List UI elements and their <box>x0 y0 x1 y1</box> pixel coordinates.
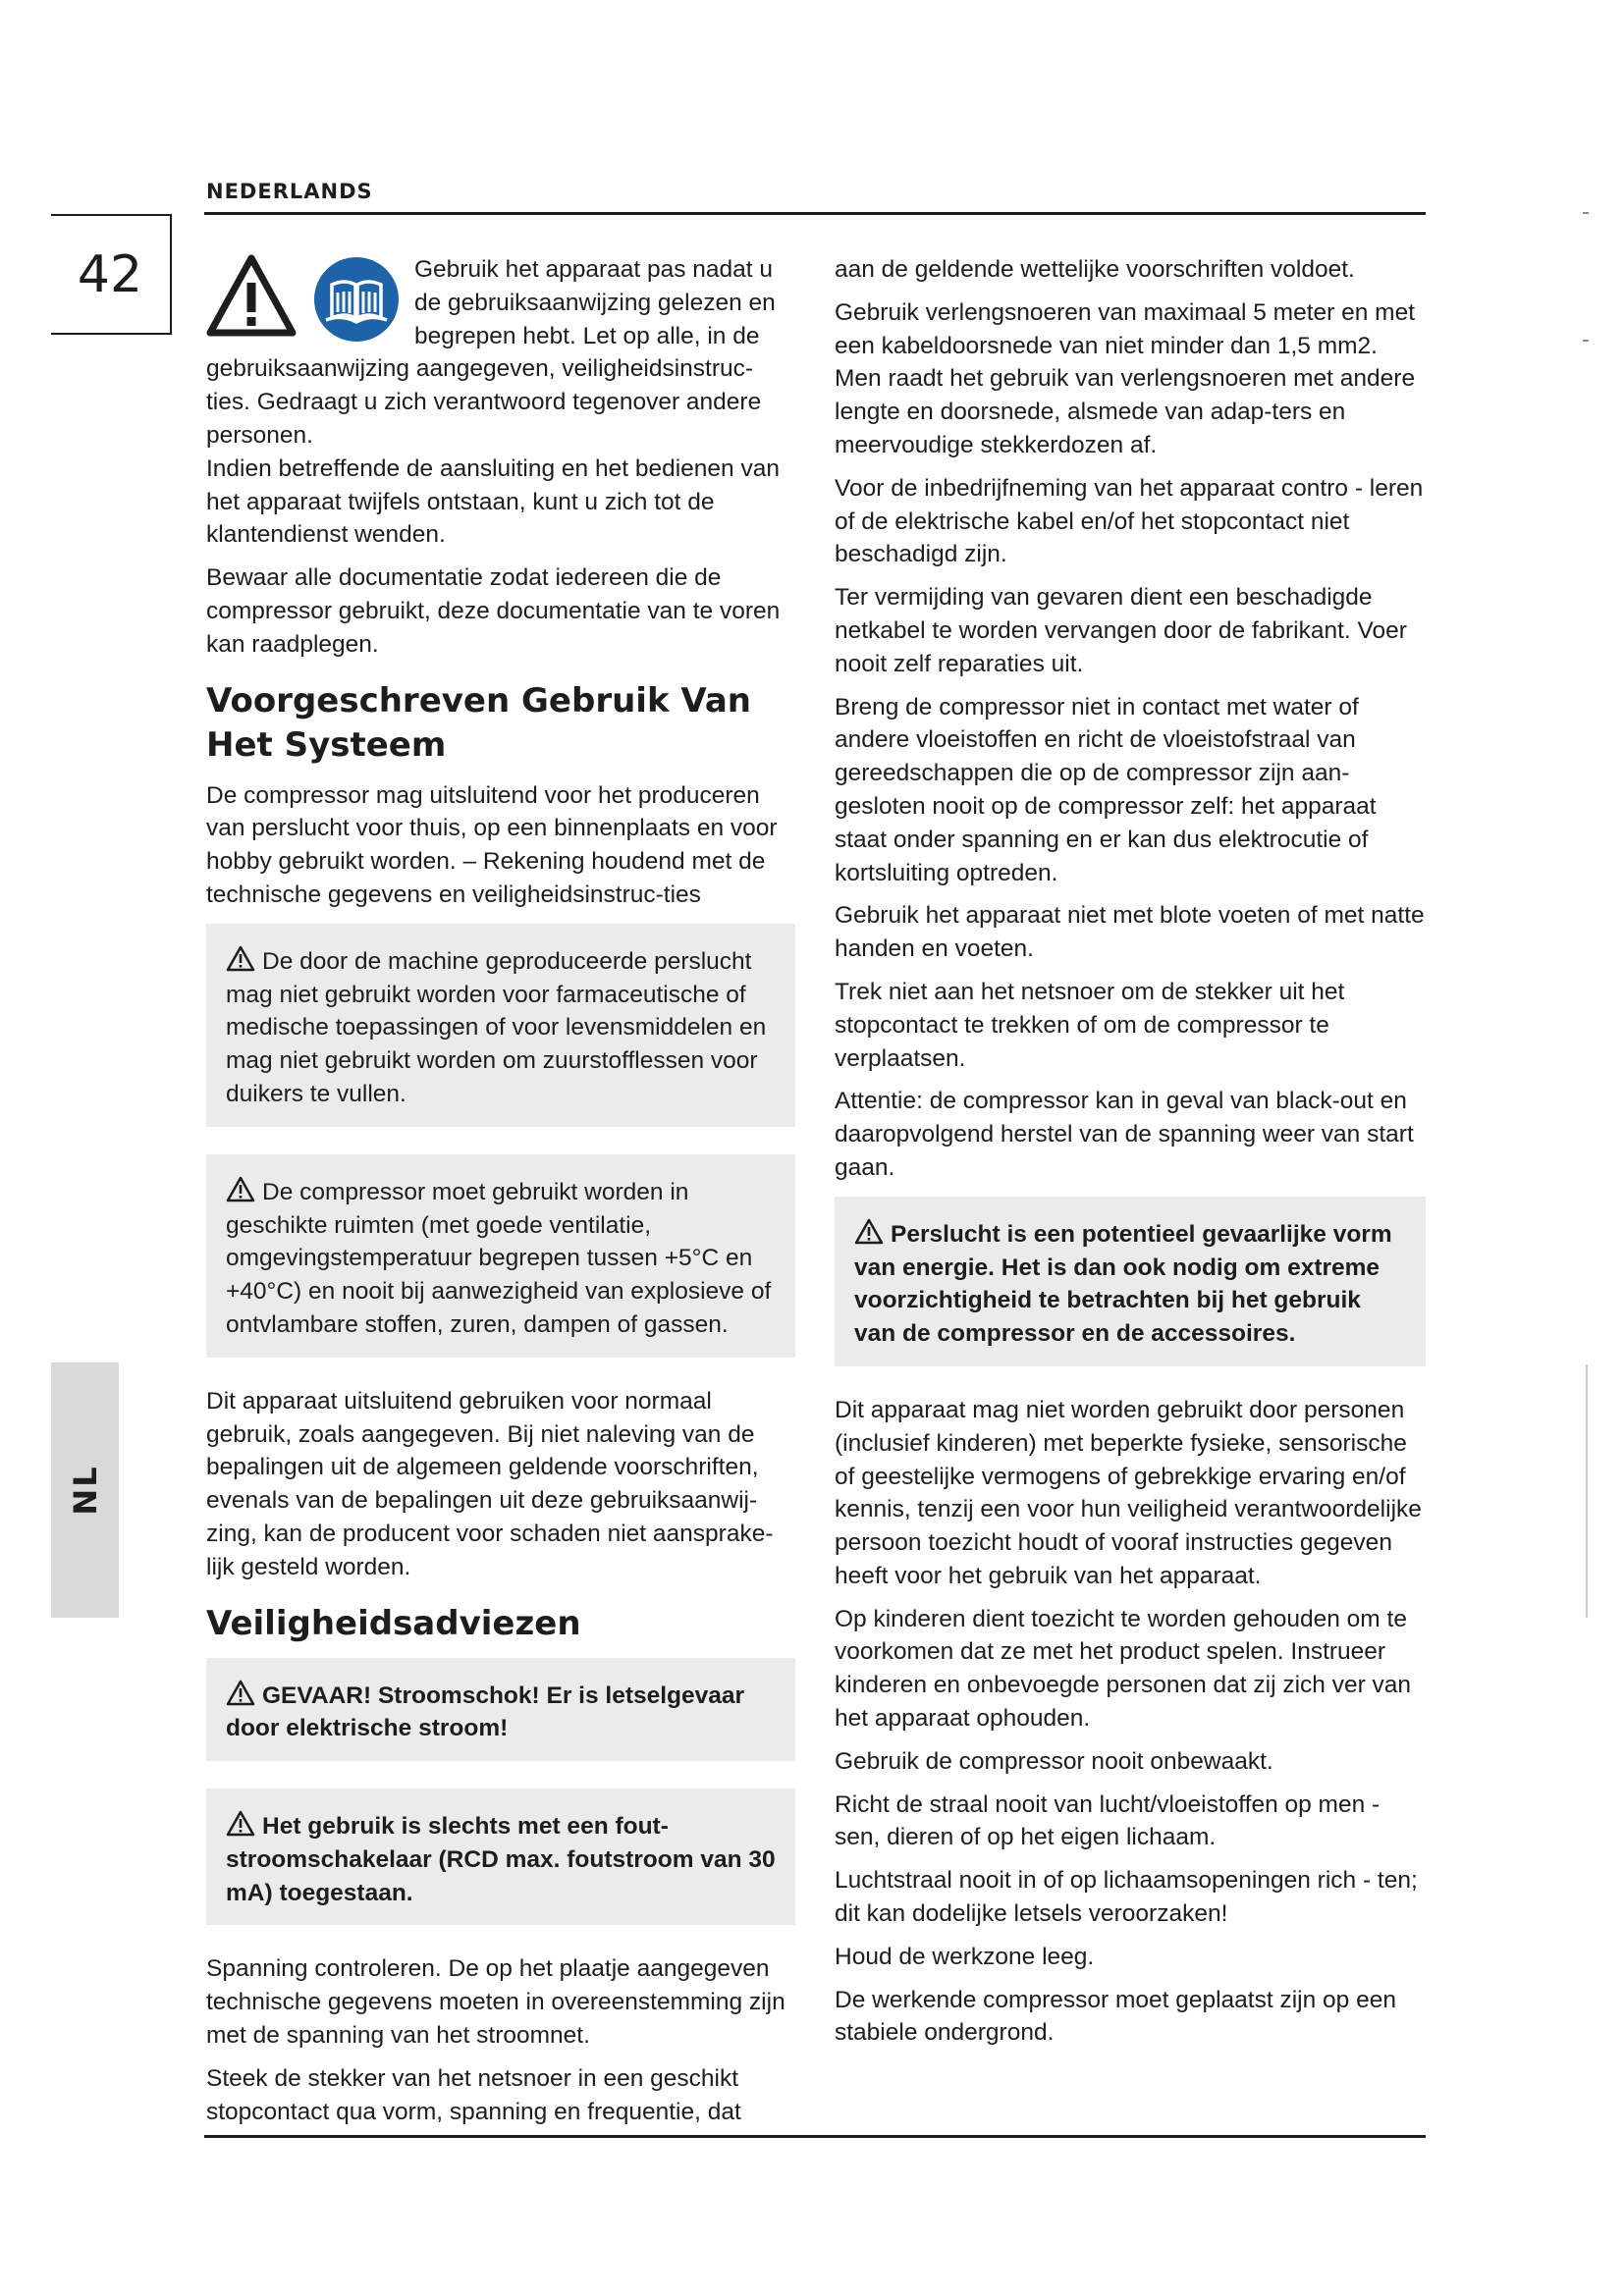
page-number-box <box>51 214 172 335</box>
paragraph: Gebruik verlengsnoeren van maximaal 5 meter en met een kabeldoorsnede van niet minder dan 1,5 mm2. Men raadt het gebruik van verlengsnoeren met andere lengte en doorsnede, alsmede van adap-ters en meervoudige stekkerdozen af. <box>835 298 1416 458</box>
warning-box <box>206 924 795 1127</box>
paragraph: Gebruik de compressor nooit onbewaakt. <box>835 1747 1273 1775</box>
page-number: 42 <box>77 245 143 304</box>
language-side-tab-label: NL <box>66 1465 104 1516</box>
paragraph: Gebruik het apparaat niet met blote voeten of met natte handen en voeten. <box>835 902 1425 963</box>
paragraph: Indien betreffende de aansluiting en het bedienen van het apparaat twijfels ontstaan, kunt u zich tot de klantendienst wenden. <box>206 454 780 549</box>
paragraph: Op kinderen dient toezicht te worden gehouden om te voorkomen dat ze met het product spelen. Instrueer kinderen en onbevoegde personen dat zij zich ver van het apparaat ophouden. <box>835 1605 1412 1733</box>
section-heading: Voorgeschreven Gebruik Van Het Systeem <box>206 680 752 765</box>
warning-icon <box>226 1176 255 1202</box>
warning-box <box>206 1154 795 1358</box>
language-side-tab <box>51 1362 119 1618</box>
warning-text: De door de machine geproduceerde perslucht mag niet gebruikt worden voor farmaceutische of medische toepassingen of voor levensmiddelen en mag niet gebruikt worden om zuurstofflessen voor duikers te vullen. <box>226 947 767 1107</box>
paragraph: Bewaar alle documentatie zodat iedereen die de compressor gebruikt, deze documentatie van te voren kan raadplegen. <box>206 564 781 658</box>
warning-icon <box>226 1810 255 1837</box>
paragraph: Breng de compressor niet in contact met water of andere vloeistoffen en richt de vloeistofstraal van gereedschappen die op de compressor zijn aan-gesloten nooit op de compressor zelf: het apparaat staat onder spanning en er kan dus elektrocutie of kortsluiting optreden. <box>835 693 1377 886</box>
intro-paragraph: Gebruik het apparaat pas nadat u de gebruiksaanwijzing gelezen en begrepen hebt. Let op alle, in de gebruiksaanwijzing aangegeven, veiligheidsinstruc-ties. Gedraagt u zich verantwoord tegenover andere personen. <box>206 256 776 449</box>
paragraph: De compressor mag uitsluitend voor het produceren van perslucht voor thuis, op een binnenplaats en voor hobby gebruikt worden. – Rekening houdend met de technische gegevens en veiligheidsinstruc-ties <box>206 781 778 908</box>
danger-box <box>206 1789 795 1925</box>
warning-box <box>835 1197 1426 1366</box>
warning-triangle-icon <box>206 253 297 338</box>
paragraph: Dit apparaat uitsluitend gebruiken voor normaal gebruik, zoals aangegeven. Bij niet naleving van de bepalingen uit de algemeen geldende voorschriften, evenals van de bepalingen uit deze gebruiksaanwij-zing, kan de producent voor schaden niet aansprake-lijk gesteld worden. <box>206 1387 774 1580</box>
warning-icon <box>854 1218 884 1245</box>
danger-text: GEVAAR! Stroomschok! Er is letselgevaar door elektrische stroom! <box>226 1682 745 1742</box>
edge-mark <box>1583 212 1589 214</box>
paragraph: Voor de inbedrijfneming van het apparaat contro - leren of de elektrische kabel en/of het stopcontact niet beschadigd zijn. <box>835 474 1424 568</box>
warning-text: De compressor moet gebruikt worden in geschikte ruimten (met goede ventilatie, omgevingstemperatuur begrepen tussen +5°C en +40°C) en nooit bij aanwezigheid van explosieve of ontvlambare stoffen, zuren, dampen of gassen. <box>226 1178 772 1338</box>
edge-mark <box>1586 1364 1588 1618</box>
paragraph: Richt de straal nooit van lucht/vloeistoffen op men - sen, dieren of op het eigen lichaam. <box>835 1790 1380 1851</box>
read-manual-book-icon <box>312 255 401 344</box>
paragraph: Spanning controleren. De op het plaatje aangegeven technische gegevens moeten in overeenstemming zijn met de spanning van het stroomnet. <box>206 1955 785 2050</box>
left-column <box>206 253 795 2138</box>
header-rule <box>204 212 1426 215</box>
paragraph: aan de geldende wettelijke voorschriften voldoet. <box>835 256 1355 283</box>
paragraph: Ter vermijding van gevaren dient een beschadigde netkabel te worden vervangen door de fabrikant. Voer nooit zelf reparaties uit. <box>835 584 1407 677</box>
paragraph: Houd de werkzone leeg. <box>835 1943 1095 1970</box>
paragraph: Steek de stekker van het netsnoer in een geschikt stopcontact qua vorm, spanning en frequentie, dat <box>206 2064 741 2125</box>
warning-text: Perslucht is een potentieel gevaarlijke vorm van energie. Het is dan ook nodig om extreme voorzichtigheid te betrachten bij het gebruik van de compressor en de accessoires. <box>854 1220 1392 1348</box>
paragraph: Dit apparaat mag niet worden gebruikt door personen (inclusief kinderen) met beperkte fysieke, sensorische of geestelijke vermogens of gebrekkige ervaring en/of kennis, tenzij een voor hun veiligheid verantwoordelijke persoon toezicht houdt of vooraf instructies gegeven heeft voor het gebruik van het apparaat. <box>835 1396 1422 1589</box>
danger-box <box>206 1658 795 1762</box>
language-header: NEDERLANDS <box>206 180 373 203</box>
warning-icon <box>226 1680 255 1706</box>
paragraph: Luchtstraal nooit in of op lichaamsopeningen rich - ten; dit kan dodelijke letsels veroorzaken! <box>835 1867 1418 1928</box>
edge-mark <box>1583 340 1589 342</box>
right-column <box>835 253 1426 2059</box>
section-heading: Veiligheidsadviezen <box>206 1603 581 1643</box>
paragraph: Trek niet aan het netsnoer om de stekker uit het stopcontact te trekken of om de compressor te verplaatsen. <box>835 978 1345 1072</box>
warning-icon <box>226 945 255 972</box>
paragraph: Attentie: de compressor kan in geval van black-out en daaropvolgend herstel van de spanning weer van start gaan. <box>835 1088 1414 1181</box>
danger-text: Het gebruik is slechts met een fout-stroomschakelaar (RCD max. foutstroom van 30 mA) toegestaan. <box>226 1813 776 1906</box>
intro-icons <box>206 253 414 351</box>
paragraph: De werkende compressor moet geplaatst zijn op een stabiele ondergrond. <box>835 1986 1396 2047</box>
